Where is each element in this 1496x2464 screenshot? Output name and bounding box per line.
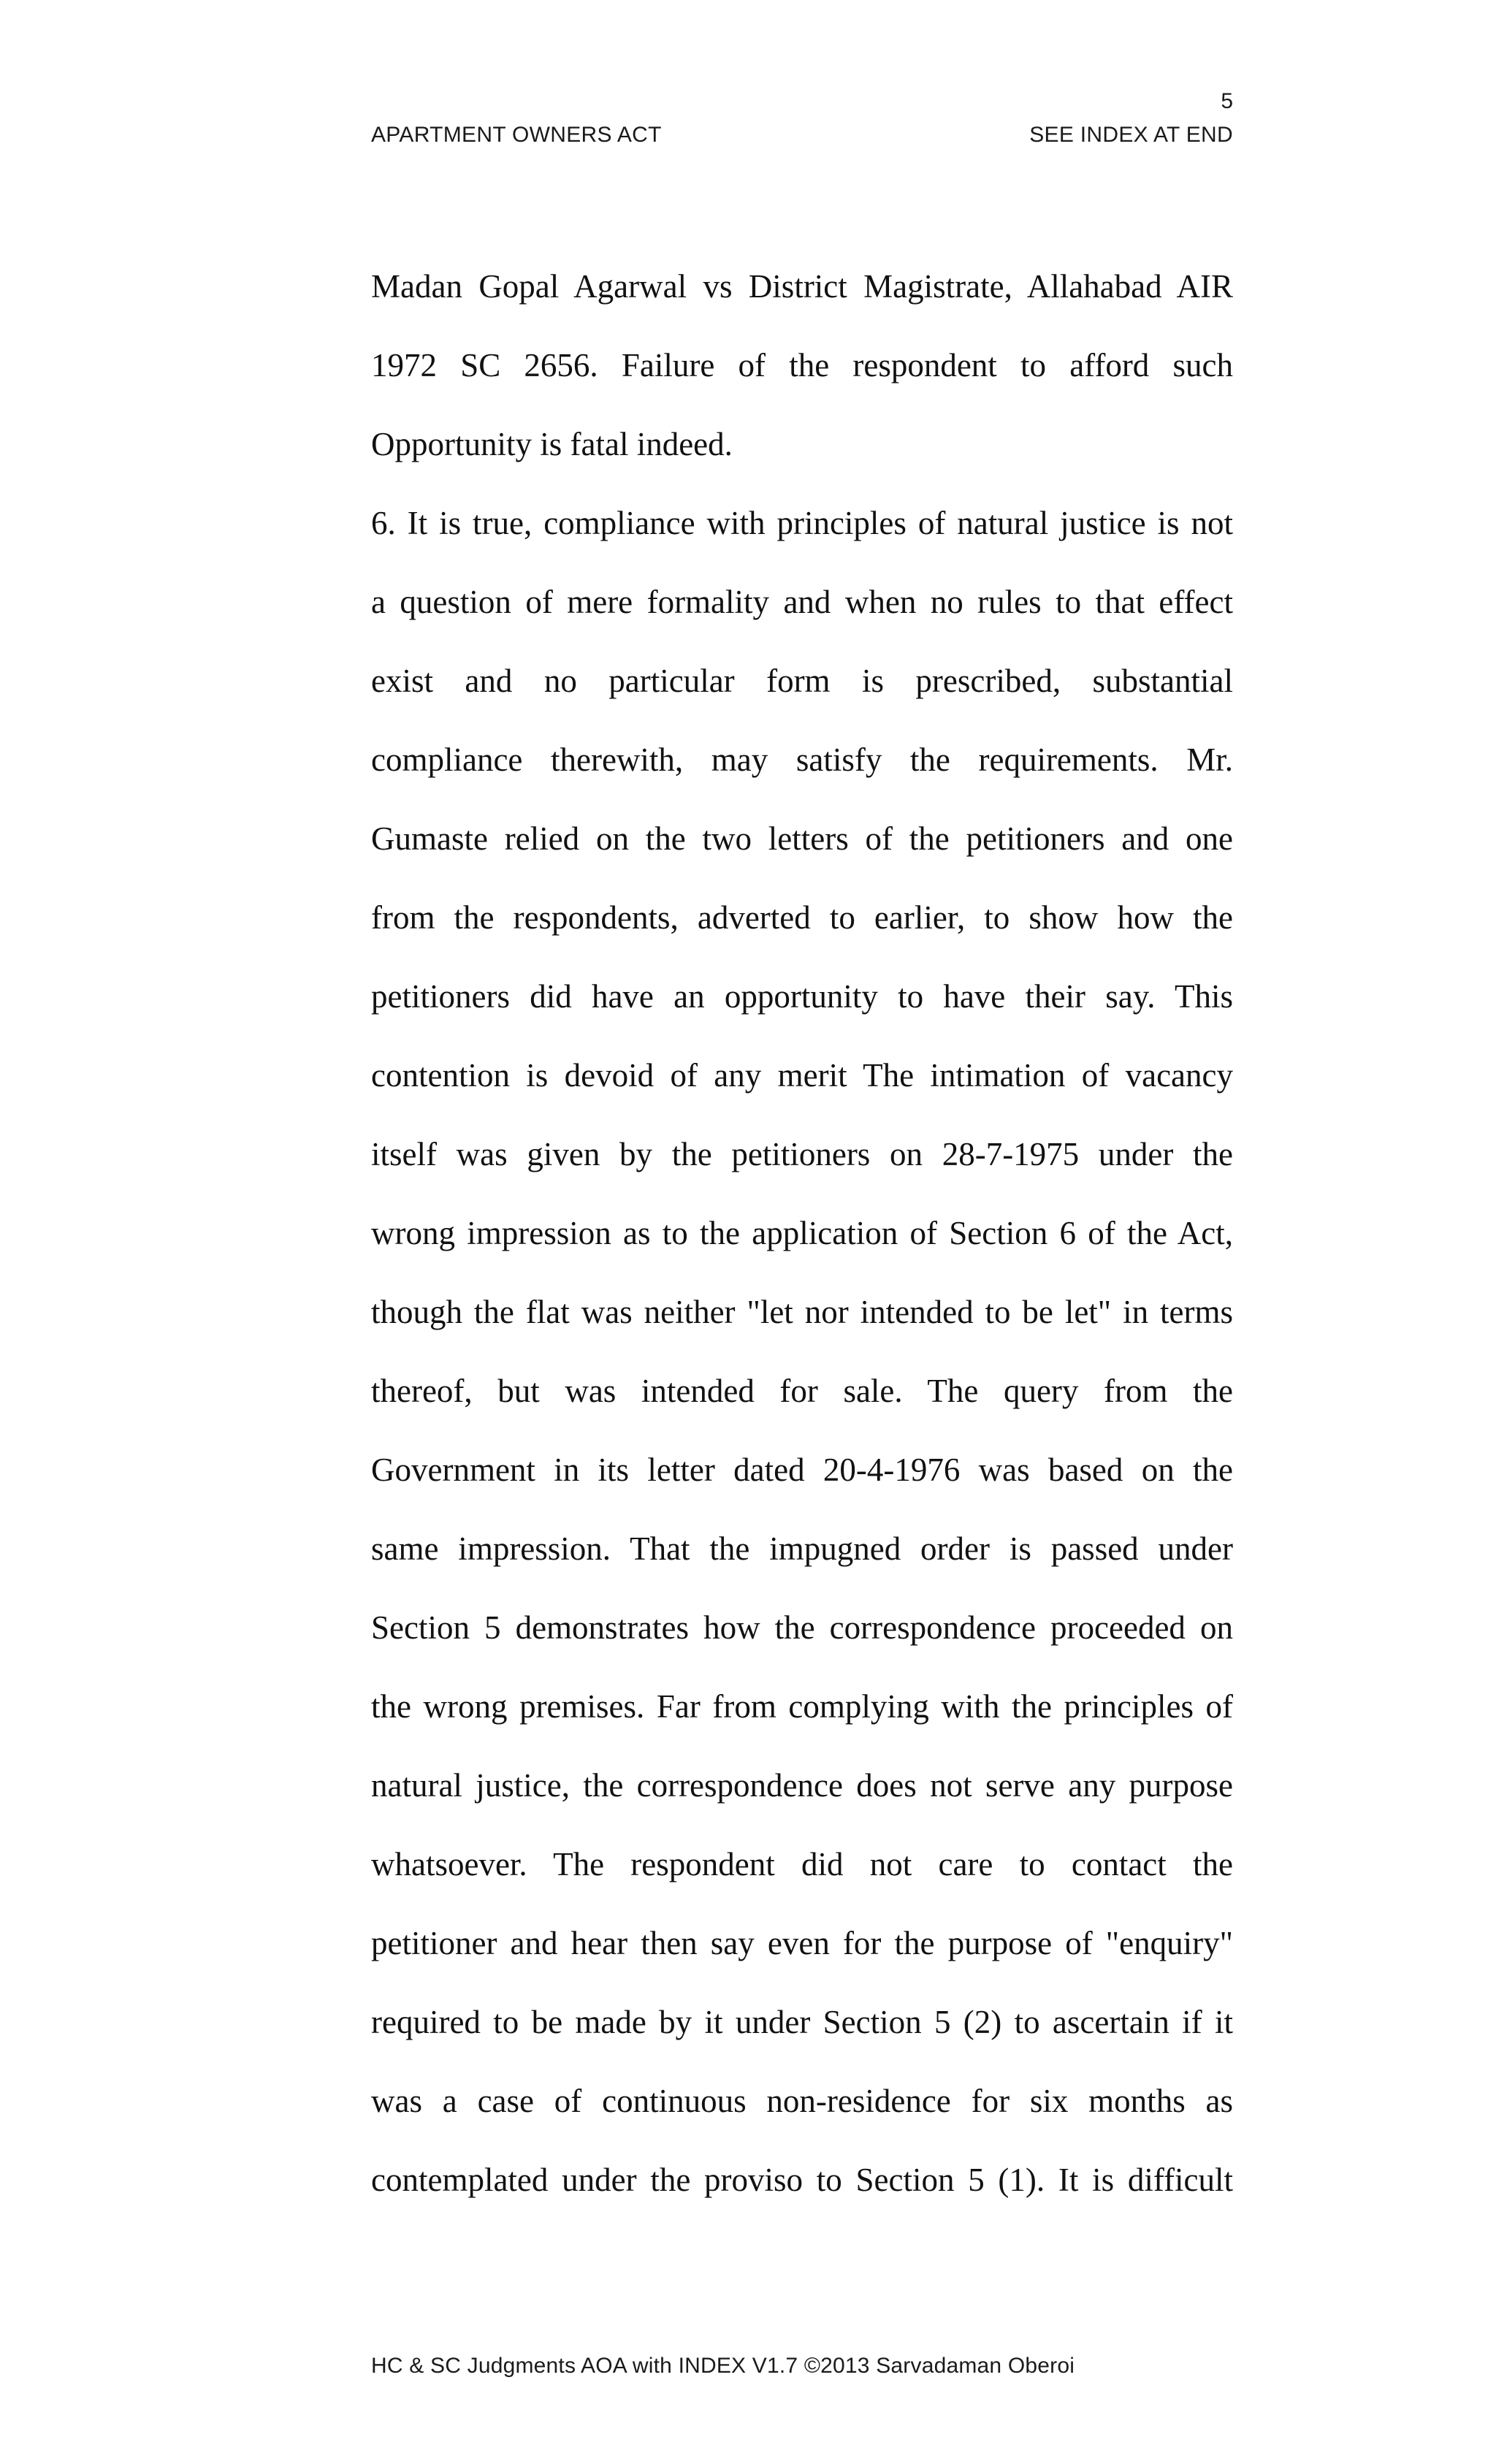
text-line: petitioner and hear then say even for the purpose of "enquiry" bbox=[371, 1925, 1233, 1961]
text-line: Section 5 demonstrates how the correspondence proceeded on bbox=[371, 1609, 1233, 1646]
text-line: the wrong premises. Far from complying with the principles of bbox=[371, 1688, 1233, 1725]
running-header-index-note: SEE INDEX AT END bbox=[1029, 123, 1233, 147]
text-line: Gumaste relied on the two letters of the petitioners and one bbox=[371, 820, 1233, 857]
page-number: 5 bbox=[1221, 89, 1233, 113]
text-line: though the flat was neither "let nor intended to be let" in terms bbox=[371, 1294, 1233, 1330]
text-line: exist and no particular form is prescribed, substantial bbox=[371, 663, 1233, 699]
text-line: wrong impression as to the application of Section 6 of the Act, bbox=[371, 1215, 1233, 1251]
page-footer: HC & SC Judgments AOA with INDEX V1.7 ©2013 Sarvadaman Oberoi bbox=[371, 2354, 1075, 2378]
text-line: petitioners did have an opportunity to have their say. This bbox=[371, 978, 1233, 1015]
text-line: contemplated under the proviso to Section 5 (1). It is difficult bbox=[371, 2162, 1233, 2198]
text-line: from the respondents, adverted to earlier, to show how the bbox=[371, 899, 1233, 936]
text-line: compliance therewith, may satisfy the requirements. Mr. bbox=[371, 741, 1233, 778]
text-line: whatsoever. The respondent did not care to contact the bbox=[371, 1846, 1233, 1883]
text-line: contention is devoid of any merit The intimation of vacancy bbox=[371, 1057, 1233, 1094]
text-line: itself was given by the petitioners on 28-7-1975 under the bbox=[371, 1136, 1233, 1172]
text-line: 6. It is true, compliance with principles of natural justice is not bbox=[371, 505, 1233, 541]
text-line: a question of mere formality and when no rules to that effect bbox=[371, 584, 1233, 620]
running-header-title: APARTMENT OWNERS ACT bbox=[371, 123, 662, 147]
text-line: was a case of continuous non-residence for six months as bbox=[371, 2083, 1233, 2119]
text-line: same impression. That the impugned order is passed under bbox=[371, 1530, 1233, 1567]
text-line: Opportunity is fatal indeed. bbox=[371, 426, 733, 462]
text-line: required to be made by it under Section 5 (2) to ascertain if it bbox=[371, 2004, 1233, 2040]
judgment-body-text bbox=[371, 257, 1233, 2230]
text-line: Government in its letter dated 20-4-1976 was based on the bbox=[371, 1452, 1233, 1488]
text-line: Madan Gopal Agarwal vs District Magistrate, Allahabad AIR bbox=[371, 268, 1233, 305]
text-line: natural justice, the correspondence does not serve any purpose bbox=[371, 1767, 1233, 1804]
text-line: 1972 SC 2656. Failure of the respondent to afford such bbox=[371, 347, 1233, 384]
text-line: thereof, but was intended for sale. The query from the bbox=[371, 1373, 1233, 1409]
